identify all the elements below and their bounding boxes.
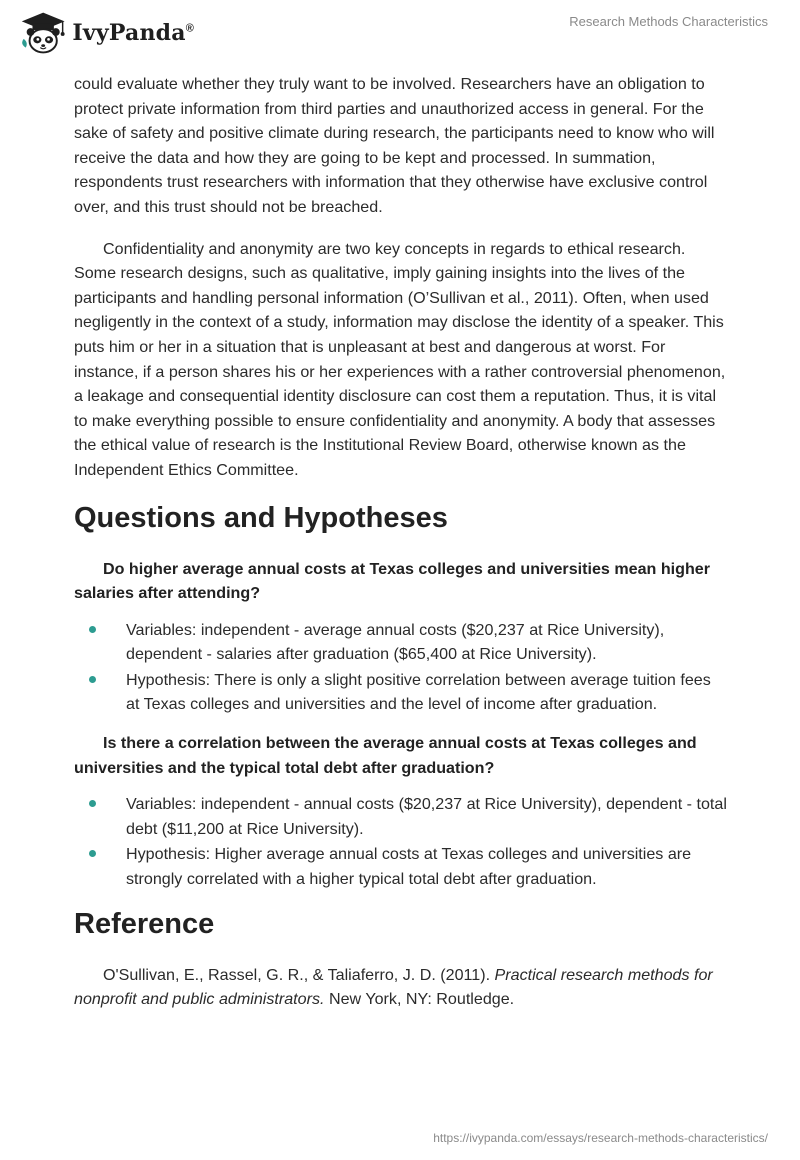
- bullet-icon: [89, 676, 96, 683]
- questions-heading: Questions and Hypotheses: [74, 501, 448, 534]
- registered-mark: ®: [185, 22, 194, 35]
- page-header: [0, 0, 800, 70]
- list-item: Variables: independent - average annual costs ($20,237 at Rice University), dependent - salaries after graduation ($65,400 at Rice University).: [74, 618, 728, 667]
- bullet-icon: [89, 800, 96, 807]
- bullet-icon: [89, 626, 96, 633]
- reference-entry: O'Sullivan, E., Rassel, G. R., & Taliaferro, J. D. (2011). Practical research methods for nonprofit and public administrators. New York, NY: Routledge.: [74, 965, 713, 1009]
- question-2: Is there a correlation between the average annual costs at Texas colleges and universities and the typical total debt after graduation?: [74, 734, 697, 777]
- question-1-list: [74, 618, 728, 717]
- running-title: Research Methods Characteristics: [569, 14, 768, 29]
- source-url[interactable]: https://ivypanda.com/essays/research-methods-characteristics/: [433, 1131, 768, 1145]
- ivypanda-logo[interactable]: [14, 10, 194, 56]
- article-body: [74, 72, 728, 1012]
- list-item: Hypothesis: Higher average annual costs at Texas colleges and universities are strongly correlated with a higher typical total debt after graduation.: [74, 842, 728, 891]
- list-item: Variables: independent - annual costs ($20,237 at Rice University), dependent - total debt ($11,200 at Rice University).: [74, 792, 728, 841]
- paragraph-confidentiality: Confidentiality and anonymity are two key concepts in regards to ethical research. Some research designs, such as qualitative, imply gaining insights into the lives of the participants and handling personal information (O’Sullivan et al., 2011). Often, when used negligently in the context of a study, information may disclose the identity of a speaker. This puts him or her in a situation that is unpleasant at best and dangerous at worst. For instance, if a person shares his or her experiences with a rather controversial phenomenon, a leakage and consequential identity disclosure can cost them a reputation. Thus, it is vital to make everything possible to ensure confidentiality and anonymity. A body that assesses the ethical value of research is the Institutional Review Board, otherwise known as the Independent Ethics Committee.: [74, 239, 726, 479]
- list-item: Hypothesis: There is only a slight positive correlation between average tuition fees at Texas colleges and universities and the level of income after graduation.: [74, 668, 728, 717]
- reference-heading: Reference: [74, 907, 215, 940]
- bullet-icon: [89, 850, 96, 857]
- question-2-list: [74, 792, 728, 891]
- panda-graduate-icon: [14, 10, 72, 56]
- reference-title: Practical research methods for nonprofit and public administrators.: [74, 965, 713, 1009]
- question-1: Do higher average annual costs at Texas colleges and universities mean higher salaries after attending?: [74, 559, 711, 603]
- paragraph-continuation: could evaluate whether they truly want to be involved. Researchers have an obligation to protect private information from third parties and unauthorized access in general. For the sake of safety and positive climate during research, the participants need to know who will receive the data and how they are going to be kept and processed. In summation, respondents trust researchers with information that they otherwise have exclusive control over, and this trust should not be breached.: [74, 75, 715, 216]
- logo-text: IvyPanda®: [72, 20, 194, 46]
